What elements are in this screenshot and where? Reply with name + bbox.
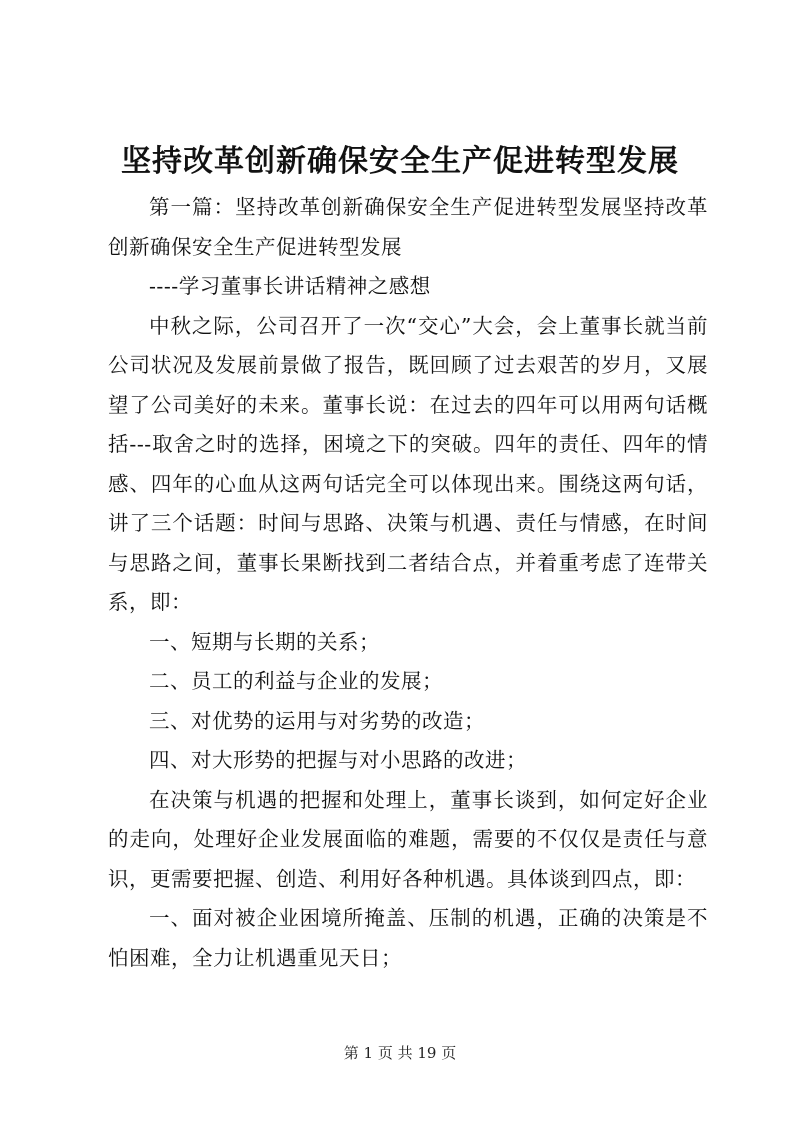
list-item-relation-2: 二、员工的利益与企业的发展； (149, 669, 443, 693)
list-item-relation-1: 一、短期与长期的关系； (149, 629, 380, 654)
paragraph-decision: 在决策与机遇的把握和处理上，董事长谈到，如何定好企业的走向，处理好企业发展面临的难题，需要的不仅仅是责任与意识，更需要把握、创造、利用好各种机遇。具体谈到四点，即： (108, 787, 708, 891)
paragraph-heading: 第一篇：坚持改革创新确保安全生产促进转型发展坚持改革创新确保安全生产促进转型发展 (108, 195, 708, 259)
page-number-footer: 第 1 页 共 19 页 (343, 1044, 457, 1062)
document-body (108, 188, 708, 978)
list-item-relation-3: 三、对优势的运用与对劣势的改造； (149, 708, 485, 733)
document-title: 坚持改革创新确保安全生产促进转型发展 (121, 144, 679, 179)
paragraph-subtitle: ----学习董事长讲话精神之感想 (149, 274, 431, 298)
list-item-relation-4: 四、对大形势的把握与对小思路的改进； (149, 748, 527, 772)
list-item-opportunity-1: 一、面对被企业困境所掩盖、压制的机遇，正确的决策是不怕困难，全力让机遇重见天日； (108, 906, 708, 970)
paragraph-intro: 中秋之际，公司召开了一次“交心”大会，会上董事长就当前公司状况及发展前景做了报告，既回顾了过去艰苦的岁月，又展望了公司美好的未来。董事长说：在过去的四年可以用两句话概括---取舍之时的选择，困境之下的突破。四年的责任、四年的情感、四年的心血从这两句话完全可以体现出来。围绕这两句话，讲了三个话题：时间与思路、决策与机遇、责任与情感，在时间与思路之间，董事长果断找到二者结合点，并着重考虑了连带关系，即： (108, 313, 708, 614)
